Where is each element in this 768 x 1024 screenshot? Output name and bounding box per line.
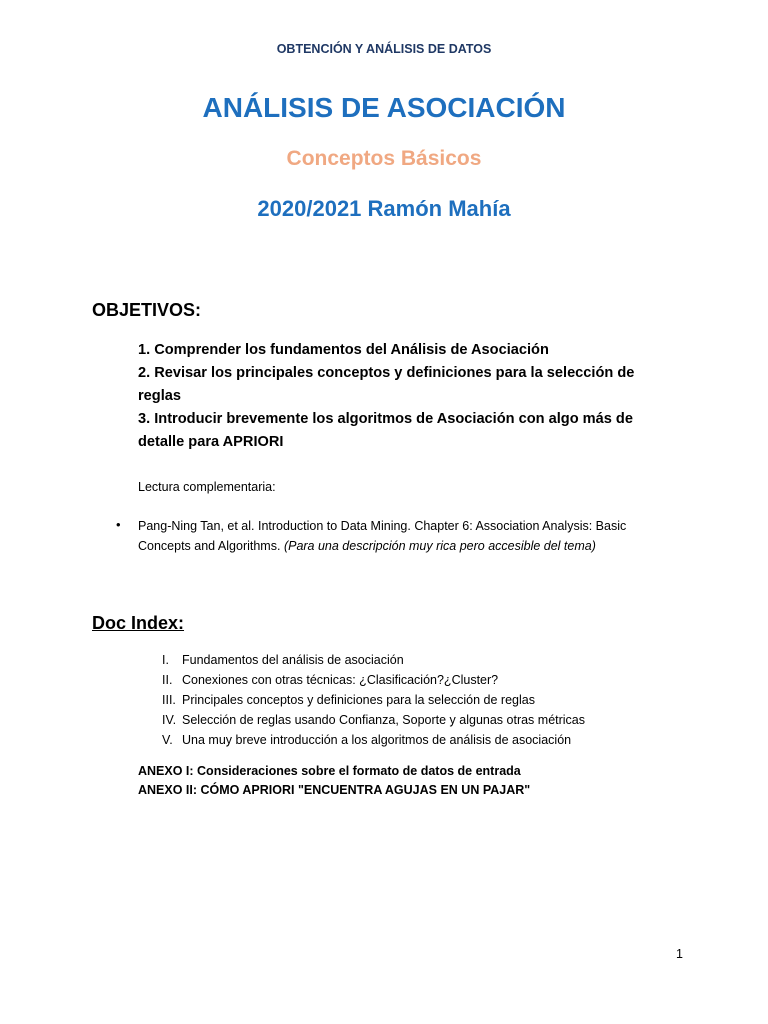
objective-item: 1. Comprender los fundamentos del Análisis de Asociación xyxy=(138,342,549,358)
index-item xyxy=(148,670,708,690)
document-subtitle: Conceptos Básicos xyxy=(286,147,482,170)
annex-item: ANEXO I: Consideraciones sobre el formato de datos de entrada xyxy=(138,764,521,778)
document-title: ANÁLISIS DE ASOCIACIÓN xyxy=(202,92,566,123)
index-item xyxy=(148,690,708,710)
index-text: Selección de reglas usando Confianza, Soporte y algunas otras métricas xyxy=(182,713,586,727)
objectives-heading: OBJETIVOS: xyxy=(92,300,202,320)
index-number: IV. xyxy=(162,713,177,727)
reading-reference xyxy=(138,516,668,556)
annexes-list xyxy=(138,762,530,800)
running-header: OBTENCIÓN Y ANÁLISIS DE DATOS xyxy=(276,42,492,56)
objectives-list xyxy=(138,339,678,454)
page-number: 1 xyxy=(676,947,683,961)
year-author-line: 2020/2021 Ramón Mahía xyxy=(257,196,511,221)
index-item xyxy=(148,730,708,750)
index-text: Una muy breve introducción a los algoritmos de análisis de asociación xyxy=(182,733,572,747)
reading-label: Lectura complementaria: xyxy=(138,480,276,494)
index-number: V. xyxy=(162,733,173,747)
index-number: I. xyxy=(162,653,169,667)
reference-note: (Para una descripción muy rica pero accesible del tema) xyxy=(283,539,596,553)
doc-index-list xyxy=(148,650,708,750)
index-item xyxy=(148,650,708,670)
reference-text: Pang-Ning Tan, et al. Introduction to Data Mining. Chapter 6: Association Analysis: Basic Concepts and Algorithms. xyxy=(138,519,627,553)
index-text: Fundamentos del análisis de asociación xyxy=(182,653,404,667)
index-number: II. xyxy=(162,673,173,687)
index-item xyxy=(148,710,708,730)
doc-index-heading: Doc Index: xyxy=(92,613,185,633)
annex-item: ANEXO II: CÓMO APRIORI "ENCUENTRA AGUJAS EN UN PAJAR" xyxy=(138,783,531,797)
objective-item: 3. Introducir brevemente los algoritmos de Asociación con algo más de detalle para APRIORI xyxy=(138,411,633,450)
index-text: Conexiones con otras técnicas: ¿Clasificación?¿Cluster? xyxy=(182,673,499,687)
bullet-marker: • xyxy=(116,517,121,532)
objective-item: 2. Revisar los principales conceptos y definiciones para la selección de reglas xyxy=(138,365,635,404)
index-text: Principales conceptos y definiciones para la selección de reglas xyxy=(182,693,535,707)
index-number: III. xyxy=(162,693,176,707)
